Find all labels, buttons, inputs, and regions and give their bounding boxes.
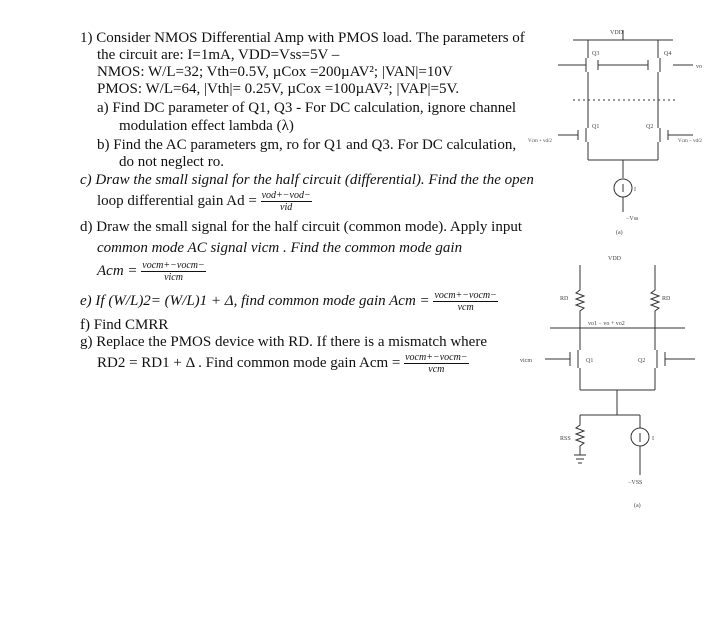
bottom-caption: (a) — [634, 503, 641, 509]
bottom-rss-label: RSS — [560, 436, 571, 442]
part-b-line1: b) Find the AC parameters gm, ro for Q1 and Q3. For DC calculation, — [97, 137, 517, 153]
bottom-current-source-label: I — [652, 436, 654, 442]
top-vdd-label: VDD — [610, 30, 623, 36]
part-g-line1: g) Replace the PMOS device with RD. If there is a mismatch where — [80, 334, 487, 350]
q1-pmos-params: PMOS: W/L=64, |Vth|= 0.25V, µCox =100µAV²; |VAP|=5V. — [97, 81, 460, 97]
part-c-text: loop differential gain Ad = — [97, 192, 261, 209]
frac-numerator: vocm+−vocm− — [434, 290, 497, 301]
top-q3-label: Q3 — [592, 51, 600, 57]
frac-denominator: vcm — [457, 302, 474, 313]
top-q1-label: Q1 — [592, 124, 600, 130]
top-vcm-plus-label: Vcm + vd/2 — [528, 139, 552, 144]
resistor-load-diff-amp-schematic — [520, 250, 715, 520]
bottom-rd-right-label: RD — [662, 296, 671, 302]
bottom-vicm-label: vicm — [520, 358, 532, 364]
q1-line1: 1) Consider NMOS Differential Amp with PMOS load. The parameters of — [80, 30, 525, 46]
top-current-source-label: I — [634, 187, 636, 193]
bottom-q1-label: Q1 — [586, 358, 594, 364]
part-g-text: RD2 = RD1 + Δ . Find common mode gain Acm = — [97, 354, 405, 371]
bottom-vss-label: −VSS — [628, 480, 643, 486]
part-e-line — [80, 290, 498, 313]
pmos-load-diff-amp-schematic — [528, 20, 718, 250]
differential-gain-fraction — [261, 190, 312, 213]
frac-numerator: vod+−vod− — [261, 190, 311, 201]
part-b-line2: do not neglect ro. — [119, 154, 224, 170]
part-g-fraction — [404, 352, 468, 375]
part-d-line1: d) Draw the small signal for the half circuit (common mode). Apply input — [80, 219, 522, 235]
frac-denominator: vicm — [164, 272, 183, 283]
part-c-line2 — [97, 190, 312, 213]
part-g-line2 — [97, 352, 469, 375]
part-c-line1: c) Draw the small signal for the half circuit (differential). Find the the open — [80, 172, 534, 188]
bottom-vdd-label: VDD — [608, 256, 621, 262]
bottom-rd-left-label: RD — [560, 296, 569, 302]
part-f-line: f) Find CMRR — [80, 317, 169, 333]
top-q4-label: Q4 — [664, 51, 672, 57]
top-q2-label: Q2 — [646, 124, 654, 130]
part-d-acm: Acm = — [97, 262, 142, 279]
part-a-line1: a) Find DC parameter of Q1, Q3 - For DC calculation, ignore channel — [97, 100, 517, 116]
part-d-line2: common mode AC signal vicm . Find the common mode gain — [97, 240, 463, 256]
frac-denominator: vid — [280, 202, 293, 213]
frac-denominator: vcm — [428, 364, 445, 375]
bottom-vo-labels: vo1 − vo + vo2 — [588, 321, 625, 327]
part-e-fraction — [433, 290, 497, 313]
frac-numerator: vocm+−vocm− — [142, 260, 205, 271]
top-vcm-minus-label: Vcm − vd/2 — [678, 139, 702, 144]
frac-numerator: vocm+−vocm− — [405, 352, 468, 363]
bottom-q2-label: Q2 — [638, 358, 646, 364]
part-e-text: e) If (W/L)2= (W/L)1 + Δ, find common mode gain Acm = — [80, 292, 434, 309]
q1-nmos-params: NMOS: W/L=32; Vth=0.5V, µCox =200µAV²; |VAN|=10V — [97, 64, 453, 80]
top-vo-label: vo — [696, 64, 702, 70]
common-mode-gain-fraction — [141, 260, 205, 283]
q1-line2: the circuit are: I=1mA, VDD=Vss=5V – — [97, 47, 340, 63]
part-a-line2: modulation effect lambda (λ) — [119, 118, 294, 134]
top-caption: (a) — [616, 230, 623, 236]
top-vss-label: −Vss — [626, 216, 639, 222]
part-d-line3 — [97, 260, 206, 283]
